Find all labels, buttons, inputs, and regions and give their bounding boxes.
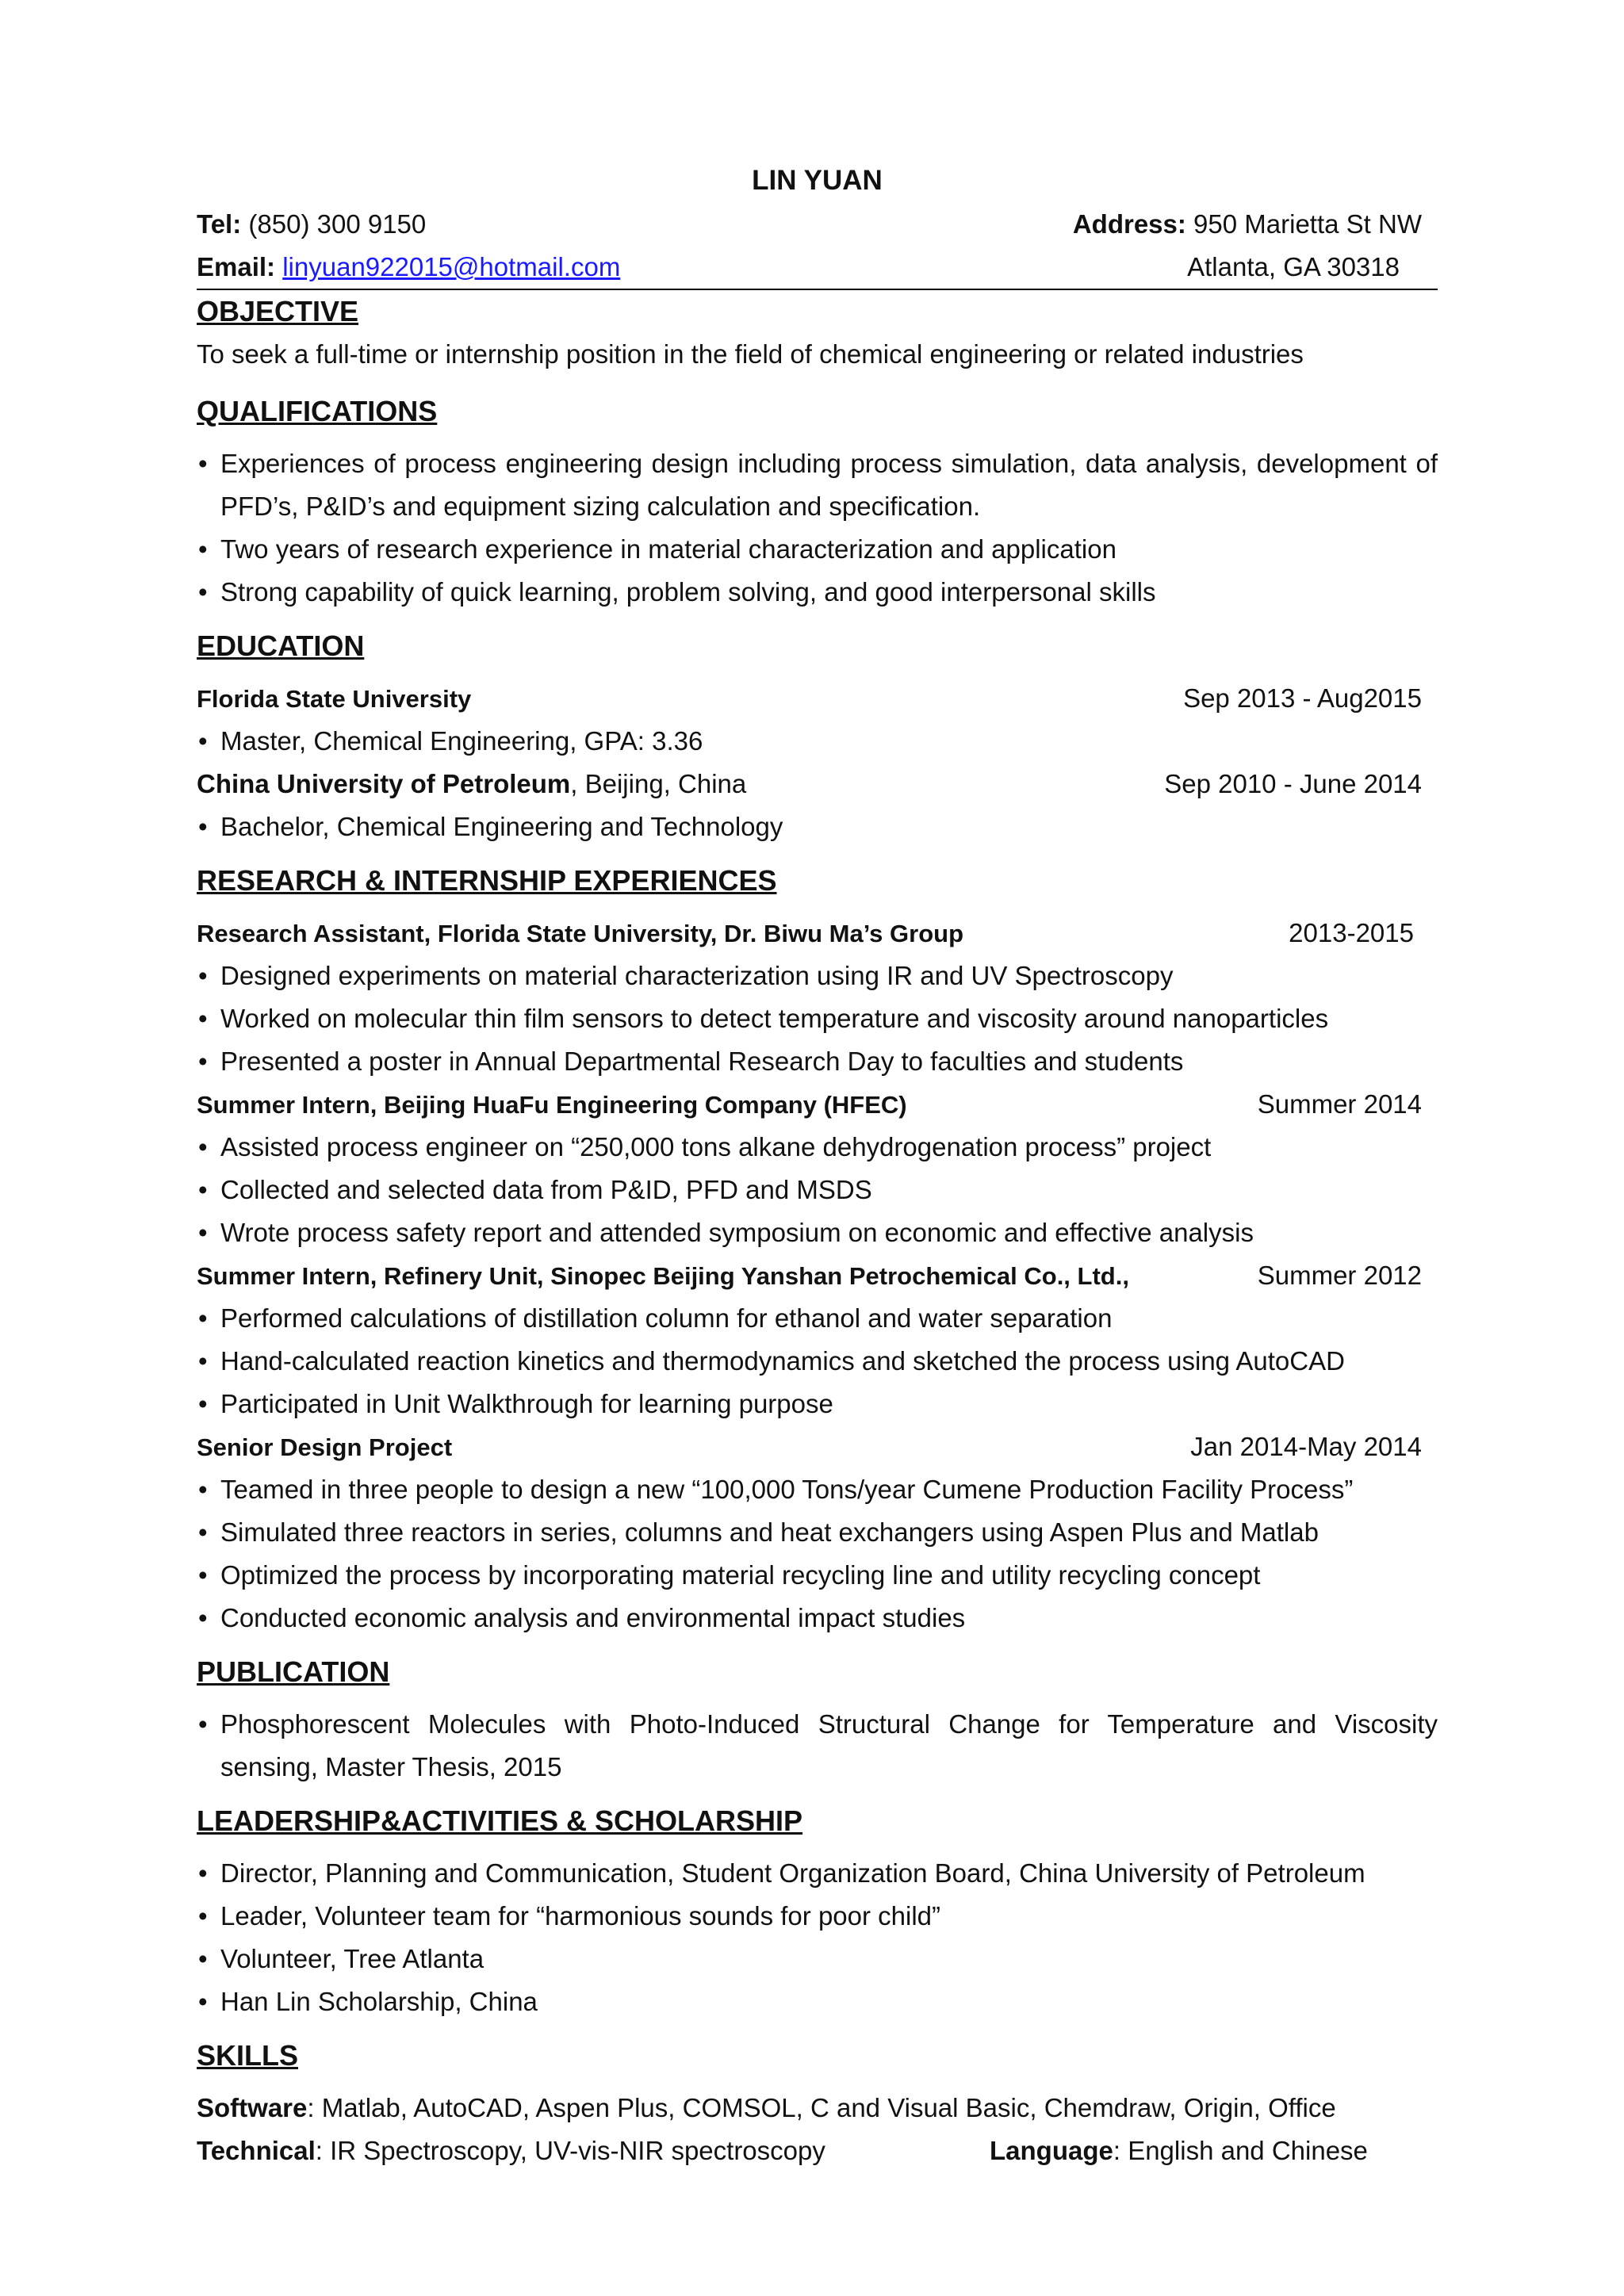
experience-date: Summer 2014 [1257,1089,1422,1119]
email-label: Email: [197,252,276,281]
experience-items [197,1297,1438,1425]
bullet-icon: • [198,812,208,841]
education-details [197,720,1438,763]
experience-items [197,1126,1438,1254]
experience-item: • Designed experiments on material characterization using IR and UV Spectroscopy [197,955,1438,997]
section-title-qualifications: QUALIFICATIONS [197,395,438,427]
experience-date: 2013-2015 [1289,918,1414,947]
bullet-icon: • [198,1004,208,1033]
experience-item: • Hand-calculated reaction kinetics and thermodynamics and sketched the process using AutoCAD [197,1340,1438,1383]
publication-item: • Phosphorescent Molecules with Photo-Induced Structural Change for Temperature and Viscosity sensing, Master Thesis, 2015 [197,1703,1438,1789]
school-name: Florida State University [197,685,472,713]
leadership-list [197,1852,1438,2023]
tel-value: (850) 300 9150 [241,209,427,239]
school-date: Sep 2010 - June 2014 [1164,769,1422,798]
bullet-icon: • [198,961,208,990]
software-label: Software [197,2093,308,2122]
section-title-publication: PUBLICATION [197,1655,390,1688]
bullet-icon: • [198,1517,208,1547]
experience-item: • Worked on molecular thin film sensors to detect temperature and viscosity around nanoparticles [197,997,1438,1040]
experience-item: • Performed calculations of distillation column for ethanol and water separation [197,1297,1438,1340]
language-skills [990,2130,1368,2172]
bullet-icon: • [198,1603,208,1632]
publication-list [197,1703,1438,1789]
school-name: China University of Petroleum [197,769,571,798]
email-link[interactable]: linyuan922015@hotmail.com [282,252,621,281]
experience-item: • Participated in Unit Walkthrough for learning purpose [197,1383,1438,1425]
education-entry [197,763,1438,806]
leadership-item: • Director, Planning and Communication, Student Organization Board, China University of Petroleum [197,1852,1438,1895]
experience-entry-header [197,1083,1438,1126]
experience-item: • Wrote process safety report and attended symposium on economic and effective analysis [197,1211,1438,1254]
bullet-icon: • [198,1303,208,1333]
leadership-item: • Leader, Volunteer team for “harmonious sounds for poor child” [197,1895,1438,1938]
bullet-icon: • [198,1175,208,1204]
language-label: Language [990,2136,1113,2165]
experience-item: • Optimized the process by incorporating material recycling line and utility recycling concept [197,1554,1438,1597]
technical-skills [197,2130,990,2172]
section-title-leadership: LEADERSHIP&ACTIVITIES & SCHOLARSHIP [197,1804,803,1837]
bullet-icon: • [198,1047,208,1076]
school-location: , Beijing, China [570,769,747,798]
bullet-icon: • [198,1987,208,2016]
software-value: : Matlab, AutoCAD, Aspen Plus, COMSOL, C and Visual Basic, Chemdraw, Origin, Office [307,2093,1336,2122]
experience-item: • Conducted economic analysis and environmental impact studies [197,1597,1438,1640]
bullet-icon: • [198,449,208,478]
experience-item: • Assisted process engineer on “250,000 tons alkane dehydrogenation process” project [197,1126,1438,1169]
experience-title: Summer Intern, Refinery Unit, Sinopec Beijing Yanshan Petrochemical Co., Ltd., [197,1262,1129,1290]
bullet-icon: • [198,1346,208,1376]
bullet-icon: • [198,726,208,756]
section-title-skills: SKILLS [197,2039,299,2072]
school-date: Sep 2013 - Aug2015 [1183,683,1422,713]
degree-item: • Bachelor, Chemical Engineering and Technology [197,806,1438,848]
qualification-item: • Two years of research experience in material characterization and application [197,528,1438,571]
bullet-icon: • [198,1560,208,1590]
education-details [197,806,1438,848]
section-title-experience: RESEARCH & INTERNSHIP EXPERIENCES [197,864,777,897]
experience-date: Jan 2014-May 2014 [1190,1432,1422,1461]
qualification-item: • Experiences of process engineering design including process simulation, data analysis, development of PFD’s, P&ID’s and equipment sizing calculation and specification. [197,442,1438,528]
experience-item: • Presented a poster in Annual Departmental Research Day to faculties and students [197,1040,1438,1083]
language-value: : English and Chinese [1113,2136,1368,2165]
contact-row-2 [197,246,1438,290]
email-line [197,246,620,289]
bullet-icon: • [198,577,208,607]
bullet-icon: • [198,1858,208,1888]
school-name-line [197,677,471,721]
bullet-icon: • [198,534,208,564]
qualifications-list [197,442,1438,614]
experience-items [197,1468,1438,1640]
address-line-2: Atlanta, GA 30318 [1187,252,1400,281]
education-entry [197,677,1438,720]
bullet-icon: • [198,1389,208,1418]
experience-title: Research Assistant, Florida State University, Dr. Biwu Ma’s Group [197,920,964,947]
section-title-objective: OBJECTIVE [197,295,359,327]
resume-page [197,159,1438,2172]
experience-date: Summer 2012 [1257,1261,1422,1290]
degree-item: • Master, Chemical Engineering, GPA: 3.36 [197,720,1438,763]
candidate-name: LIN YUAN [752,165,883,196]
qualification-item: • Strong capability of quick learning, problem solving, and good interpersonal skills [197,571,1438,614]
experience-item: • Collected and selected data from P&ID, PFD and MSDS [197,1169,1438,1211]
bullet-icon: • [198,1218,208,1247]
bullet-icon: • [198,1475,208,1504]
address-label: Address: [1072,209,1186,239]
experience-entry-header [197,1425,1438,1468]
software-skills [197,2087,1438,2130]
technical-value: : IR Spectroscopy, UV-vis-NIR spectroscopy [315,2136,825,2165]
experience-entry-header [197,912,1438,955]
tel-line [197,203,426,246]
experience-item: • Simulated three reactors in series, columns and heat exchangers using Aspen Plus and Matlab [197,1511,1438,1554]
section-title-education: EDUCATION [197,629,365,662]
bullet-icon: • [198,1901,208,1931]
objective-text: To seek a full-time or internship position in the field of chemical engineering or related industries [197,339,1304,369]
experience-entry-header [197,1254,1438,1297]
bullet-icon: • [198,1709,208,1739]
leadership-item: • Volunteer, Tree Atlanta [197,1938,1438,1980]
technical-language-row [197,2130,1438,2172]
experience-title: Senior Design Project [197,1433,453,1461]
experience-title: Summer Intern, Beijing HuaFu Engineering Company (HFEC) [197,1091,907,1119]
leadership-item: • Han Lin Scholarship, China [197,1980,1438,2023]
address-line-1 [1073,203,1438,246]
experience-items [197,955,1438,1083]
technical-label: Technical [197,2136,316,2165]
tel-label: Tel: [197,209,242,239]
school-name-line [197,763,746,806]
contact-row-1 [197,203,1438,246]
bullet-icon: • [198,1944,208,1973]
bullet-icon: • [198,1132,208,1161]
address-value-1: 950 Marietta St NW [1185,209,1422,239]
experience-item: • Teamed in three people to design a new “100,000 Tons/year Cumene Production Facility Process” [197,1468,1438,1511]
